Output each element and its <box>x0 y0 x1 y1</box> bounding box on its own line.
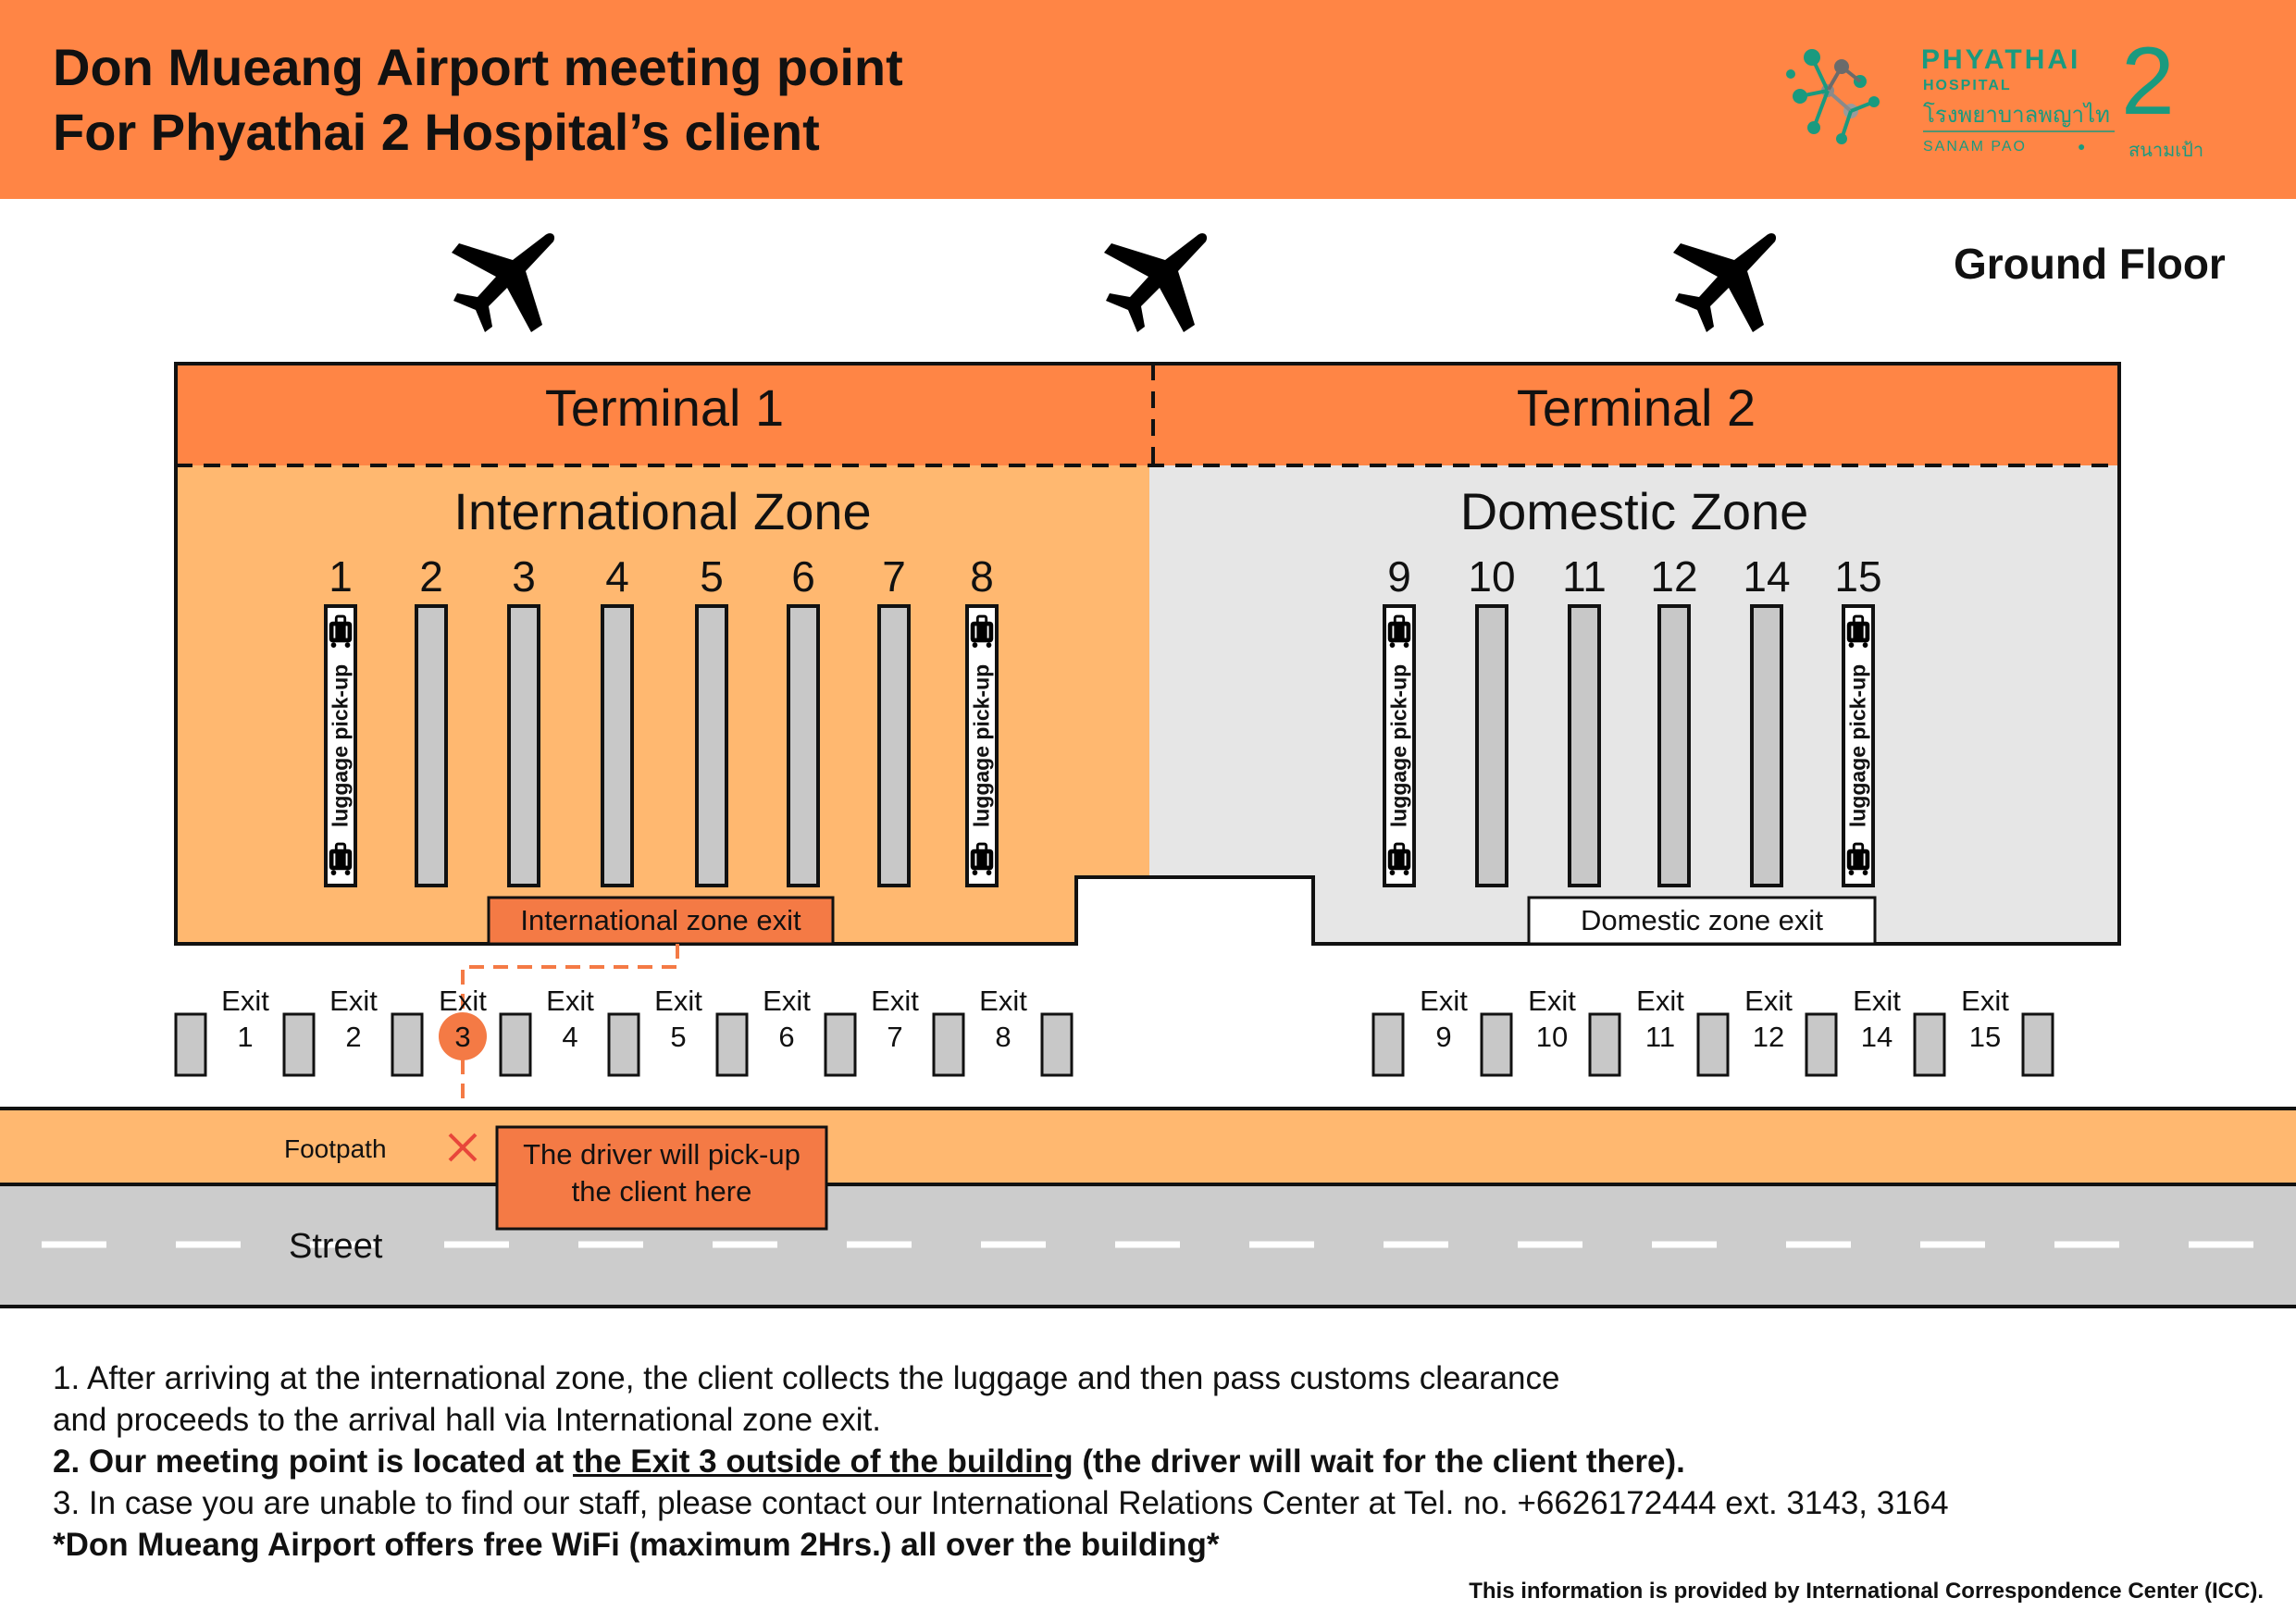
belt-number: 10 <box>1468 552 1516 601</box>
logo-brand: PHYATHAI <box>1921 44 2081 75</box>
exit-2-label: Exit 2 <box>329 985 378 1053</box>
luggage-belt-14 <box>1752 606 1781 886</box>
belt-number: 6 <box>791 552 815 601</box>
footpath-label: Footpath <box>284 1134 387 1163</box>
luggage-belt-11 <box>1570 606 1599 886</box>
luggage-belt-6 <box>788 606 818 886</box>
terminal-1-label: Terminal 1 <box>544 378 785 437</box>
note-2-emphasis: the Exit 3 outside of the building <box>573 1443 1074 1480</box>
logo-location-en: SANAM PAO <box>1923 139 2027 155</box>
page-title-line1: Don Mueang Airport meeting point <box>53 38 903 96</box>
exit-3-label: Exit 3 <box>439 985 487 1053</box>
belt-number: 2 <box>419 552 443 601</box>
terminal-2-label: Terminal 2 <box>1516 378 1756 437</box>
luggage-belt-3 <box>509 606 539 886</box>
exit-11-label: Exit 11 <box>1636 985 1684 1053</box>
belt-number: 15 <box>1834 552 1882 601</box>
airplane-icon <box>1673 233 1776 332</box>
exit-14-label: Exit 14 <box>1853 985 1901 1053</box>
logo-number: 2 <box>2121 28 2175 135</box>
luggage-belt-5 <box>697 606 726 886</box>
logo-dot: ● <box>2078 139 2086 154</box>
exit-4-label: Exit 4 <box>546 985 594 1053</box>
international-zone-exit-label: International zone exit <box>520 904 801 936</box>
exit-1-label: Exit 1 <box>221 985 269 1053</box>
belt-number: 1 <box>329 552 353 601</box>
luggage-belt-4 <box>602 606 632 886</box>
airplane-icon <box>452 233 554 332</box>
belt-number: 12 <box>1650 552 1698 601</box>
page-title-line2: For Phyathai 2 Hospital’s client <box>53 103 820 161</box>
note-3: 3. In case you are unable to find our staff, please contact our International Relations Center at Tel. no. +6626172444 ext. 3143, 3164 <box>53 1485 1949 1521</box>
luggage-pickup-label: luggage pick-up <box>1386 663 1411 828</box>
belt-number: 7 <box>882 552 906 601</box>
airplane-icon <box>1104 233 1207 332</box>
luggage-pickup-label: luggage pick-up <box>328 663 353 828</box>
footer-credit: This information is provided by International Correspondence Center (ICC). <box>1469 1579 2264 1604</box>
luggage-belt-7 <box>879 606 909 886</box>
exit-7-label: Exit 7 <box>871 985 919 1053</box>
luggage-belt-12 <box>1659 606 1689 886</box>
exit-5-label: Exit 5 <box>654 985 702 1053</box>
note-2: 2. Our meeting point is located at the Exit 3 outside of the building (the driver will wait for the client there). <box>53 1443 1685 1480</box>
international-zone-label: International Zone <box>453 482 872 540</box>
exit-6-label: Exit 6 <box>763 985 811 1053</box>
belt-number: 3 <box>512 552 536 601</box>
luggage-belt-2 <box>416 606 446 886</box>
exit-12-label: Exit 12 <box>1744 985 1793 1053</box>
note-1-line1: 1. After arriving at the international zone, the client collects the luggage and then pass customs clearance <box>53 1360 1560 1396</box>
domestic-zone-exit-label: Domestic zone exit <box>1581 904 1823 936</box>
domestic-zone-label: Domestic Zone <box>1459 482 1809 540</box>
logo-location-th: สนามเป้า <box>2128 141 2204 161</box>
pickup-point-label: The driver will pick-up the client here <box>523 1138 800 1208</box>
exit-doors-international <box>176 1014 1072 1075</box>
belt-number: 11 <box>1562 552 1607 601</box>
belt-number: 5 <box>700 552 724 601</box>
luggage-pickup-label: luggage pick-up <box>1845 663 1870 828</box>
logo-sub: HOSPITAL <box>1923 78 2012 93</box>
exit-9-label: Exit 9 <box>1420 985 1468 1053</box>
belt-number: 14 <box>1743 552 1791 601</box>
luggage-pickup-label: luggage pick-up <box>969 663 994 828</box>
belt-number: 4 <box>605 552 629 601</box>
floor-label: Ground Floor <box>1954 240 2226 288</box>
belt-number: 8 <box>970 552 994 601</box>
exit-8-label: Exit 8 <box>979 985 1027 1053</box>
logo-thai: โรงพยาบาลพญาไท <box>1923 103 2110 128</box>
luggage-belt-10 <box>1477 606 1507 886</box>
note-1-line2: and proceeds to the arrival hall via International zone exit. <box>53 1402 881 1438</box>
exit-10-label: Exit 10 <box>1528 985 1576 1053</box>
street-label: Street <box>289 1227 383 1266</box>
exit-15-label: Exit 15 <box>1961 985 2009 1053</box>
belt-number: 9 <box>1387 552 1411 601</box>
note-wifi: *Don Mueang Airport offers free WiFi (maximum 2Hrs.) all over the building* <box>53 1527 1220 1563</box>
